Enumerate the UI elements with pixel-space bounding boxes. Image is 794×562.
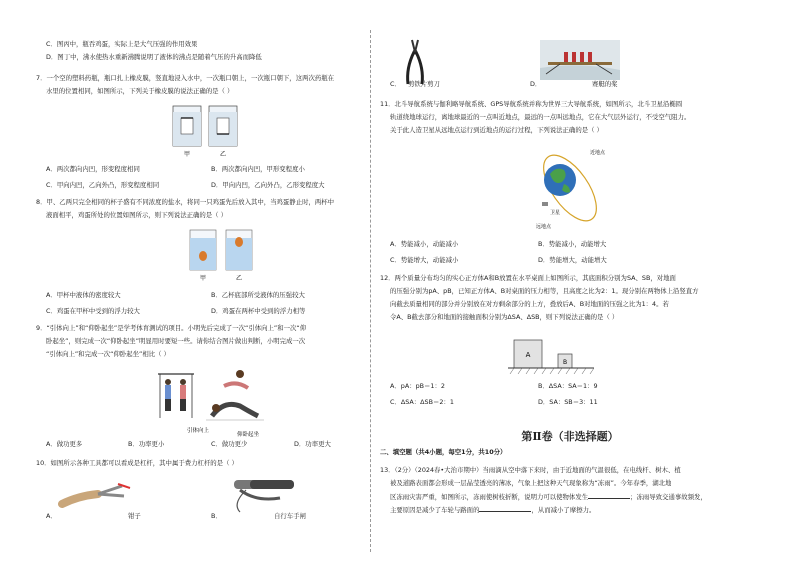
q9-figure <box>154 366 266 438</box>
q13-line-2: 被及道路表面都会形成一层晶莹透亮的薄冰，气象上把这种天气现象称为“冻雨”。今年春季，湖北地 <box>390 479 672 487</box>
q8-option-c[interactable]: C．鸡蛋在甲杯中受到的浮力较大 <box>46 307 140 315</box>
q10-option-d-letter[interactable]: D． <box>530 80 542 88</box>
q11-option-d[interactable]: D．势能增大，动能增大 <box>538 256 607 264</box>
exercise-illustration <box>154 366 266 438</box>
q13-line-4 <box>390 505 595 515</box>
cube-b-label: B <box>562 359 568 366</box>
q8-label-jia: 甲 <box>199 275 207 282</box>
cube-a-label: A <box>525 351 531 359</box>
rowing-boat-icon <box>540 40 620 80</box>
eggs-in-cups-illustration <box>186 226 258 284</box>
q13-line-1: 13．（2分）（2024春•大治市期中）当雨滴从空中落下来时，由于近地面的气温很低，在电线杆、树木、植 <box>380 466 681 474</box>
q7-label-yi: 乙 <box>219 151 227 158</box>
q10-option-b-label: 自行车手闸 <box>274 512 306 520</box>
q13-line-3-text-a: 区冻雨灾害严重，如图所示，冻雨使树枝折断，说明力可以使物体发生 <box>390 493 589 501</box>
q11-option-c[interactable]: C．势能增大，动能减小 <box>390 256 459 264</box>
q10-option-a-label: 钳子 <box>128 512 141 520</box>
q13-line-4-text-a: 主要原因是减少了车轮与路面的 <box>390 506 480 514</box>
q9-label-situp: 仰卧起坐 <box>236 432 260 438</box>
q9-stem-line-2: 卧起坐”，则完成一次“仰卧起坐”明显用时要短一些。请你结合图片做出判断，小明完成一次 <box>46 337 306 345</box>
q9-option-a[interactable]: A．做功更多 <box>46 440 83 448</box>
q6-option-d: D．图丁中，沸水使热水重新沸腾说明了液体的沸点是随着气压的升高而降低 <box>46 53 262 61</box>
q8-figure <box>186 226 258 284</box>
pliers-figure <box>58 474 138 514</box>
q10-option-a-letter[interactable]: A． <box>46 512 57 520</box>
cubes-on-table-illustration <box>508 334 594 376</box>
q8-stem-line-1: 8．甲、乙两只完全相同的杯子盛有不同浓度的盐水，将同一只鸡蛋先后放入其中，当鸡蛋静止时，两杯中 <box>36 198 335 206</box>
q7-option-c[interactable]: C．甲向内凹，乙向外凸，形变程度相同 <box>46 181 160 189</box>
q9-label-pullup: 引体向上 <box>186 428 210 434</box>
section-ii-title: 第Ⅱ卷（非选择题） <box>521 430 619 443</box>
q7-option-a[interactable]: A．两次都向内凹，形变程度相同 <box>46 165 140 173</box>
q12-stem-line-3: 向截去质量相同的部分并分别放在对方剩余部分的上方，叠放后A、B对地面的压强之比为1：4。若 <box>390 300 669 308</box>
q10-option-d-label: 赛艇的桨 <box>592 80 618 88</box>
q9-option-d[interactable]: D．功率更大 <box>294 440 331 448</box>
q12-option-d[interactable]: D．SA：SB＝3：11 <box>538 398 598 406</box>
q8-option-a[interactable]: A．甲杯中液体的密度较大 <box>46 291 121 299</box>
q11-option-b[interactable]: B．势能减小，动能增大 <box>538 240 607 248</box>
q7-label-jia: 甲 <box>183 151 191 158</box>
q13-line-3 <box>390 492 707 502</box>
q7-option-d[interactable]: D．甲向内凹，乙向外凸，乙形变程度大 <box>211 181 325 189</box>
pliers-icon <box>58 474 138 514</box>
q13-answer-blank-2[interactable] <box>479 505 531 512</box>
q9-option-b[interactable]: B．功率更小 <box>128 440 165 448</box>
q13-answer-blank-1[interactable] <box>588 492 630 499</box>
q7-option-b[interactable]: B．两次都向内凹，甲形变程度小 <box>211 165 305 173</box>
q11-label-apogee: 远地点 <box>536 224 552 230</box>
q12-stem-line-4: 令A、B截去部分和地面的接触面积分别为ΔSA、ΔSB，则下列说法正确的是（ ） <box>390 313 619 321</box>
q10-stem: 10．如图所示各种工具都可以看成是杠杆，其中属于费力杠杆的是（ ） <box>36 459 238 467</box>
q12-option-c[interactable]: C．ΔSA：ΔSB＝2：1 <box>390 398 454 406</box>
bike-brake-icon <box>226 476 298 516</box>
q13-line-4-text-b: ，从而减小了摩擦力。 <box>531 506 596 514</box>
q12-figure <box>508 334 594 376</box>
q9-stem-line-1: 9．“引体向上”和“仰卧起坐”是学考体育测试的项目。小明先后完成了一次“引体向上”和一次“仰 <box>36 324 307 332</box>
q11-option-a[interactable]: A．势能减小，动能减小 <box>390 240 459 248</box>
q11-stem-line-2: 轨道绕地球运行，离地球最近的一点叫近地点，最远的一点叫远地点，它在大气层外运行，不受空气阻力。 <box>390 113 691 121</box>
q8-option-b[interactable]: B．乙杯底部所受液体的压强较大 <box>211 291 305 299</box>
q10-option-c-letter[interactable]: C． <box>390 80 401 88</box>
q7-stem-line-1: 7．一个空的塑料药瓶，瓶口扎上橡皮膜，竖直地浸入水中，一次瓶口朝上，一次瓶口朝下，这两次药瓶在 <box>36 74 335 82</box>
q12-option-b[interactable]: B．ΔSA：SA＝1：9 <box>538 382 598 390</box>
q10-option-b-letter[interactable]: B． <box>211 512 222 520</box>
rowing-figure <box>540 40 620 80</box>
q8-option-d[interactable]: D．鸡蛋在两杯中受到的浮力相等 <box>211 307 306 315</box>
bottle-beaker-illustration <box>171 100 241 162</box>
q9-stem-line-3: “引体向上”和完成一次“仰卧起坐”相比（ ） <box>46 350 170 358</box>
q9-option-c[interactable]: C．做功更少 <box>211 440 248 448</box>
q13-line-3-text-b: ；冻雨导致交通事故频发， <box>630 493 707 501</box>
q10-option-c-label: 剪铁片剪刀 <box>408 80 440 88</box>
q8-label-yi: 乙 <box>235 275 243 282</box>
q7-stem-line-2: 水里的位置相同，如图所示，下列关于橡皮膜的说法正确的是（ ） <box>46 87 234 95</box>
q6-option-c: C．图丙中，瓶吞鸡蛋，实际上是大气压强的作用效果 <box>46 40 198 48</box>
q7-figure <box>171 100 241 162</box>
section-ii-subtitle: 二、填空题（共4小题，每空1分，共10分） <box>380 448 507 456</box>
q8-stem-line-2: 液面相平，鸡蛋所处的位置如图所示，则下列说法正确的是（ ） <box>46 211 227 219</box>
q12-stem-line-2: 的压强分别为pA、pB，已知正方体A、B对桌面的压力相等，且高度之比为2：1。现分别在两物体上沿竖直方 <box>390 287 699 295</box>
q12-option-a[interactable]: A．pA：pB＝1：2 <box>390 382 445 390</box>
brake-figure <box>226 476 298 516</box>
q12-stem-line-1: 12．两个质量分布均匀的实心正方体A和B放置在水平桌面上如图所示，其底面积分别为SA、SB，对地面 <box>380 274 676 282</box>
q11-figure <box>530 146 610 232</box>
q11-label-perigee: 近地点 <box>590 150 606 156</box>
q11-stem-line-3: 关于此人造卫星从远地点运行到近地点的运行过程，下列说法正确的是（ ） <box>390 126 603 134</box>
q11-stem-line-1: 11．北斗导航系统与伽利略导航系统、GPS导航系统并称为世界三大导航系统，如图所示，北斗卫星沿椭圆 <box>380 100 683 108</box>
satellite-orbit-illustration <box>530 146 610 232</box>
q11-label-satellite: 卫星 <box>550 210 561 216</box>
column-divider <box>370 30 371 552</box>
